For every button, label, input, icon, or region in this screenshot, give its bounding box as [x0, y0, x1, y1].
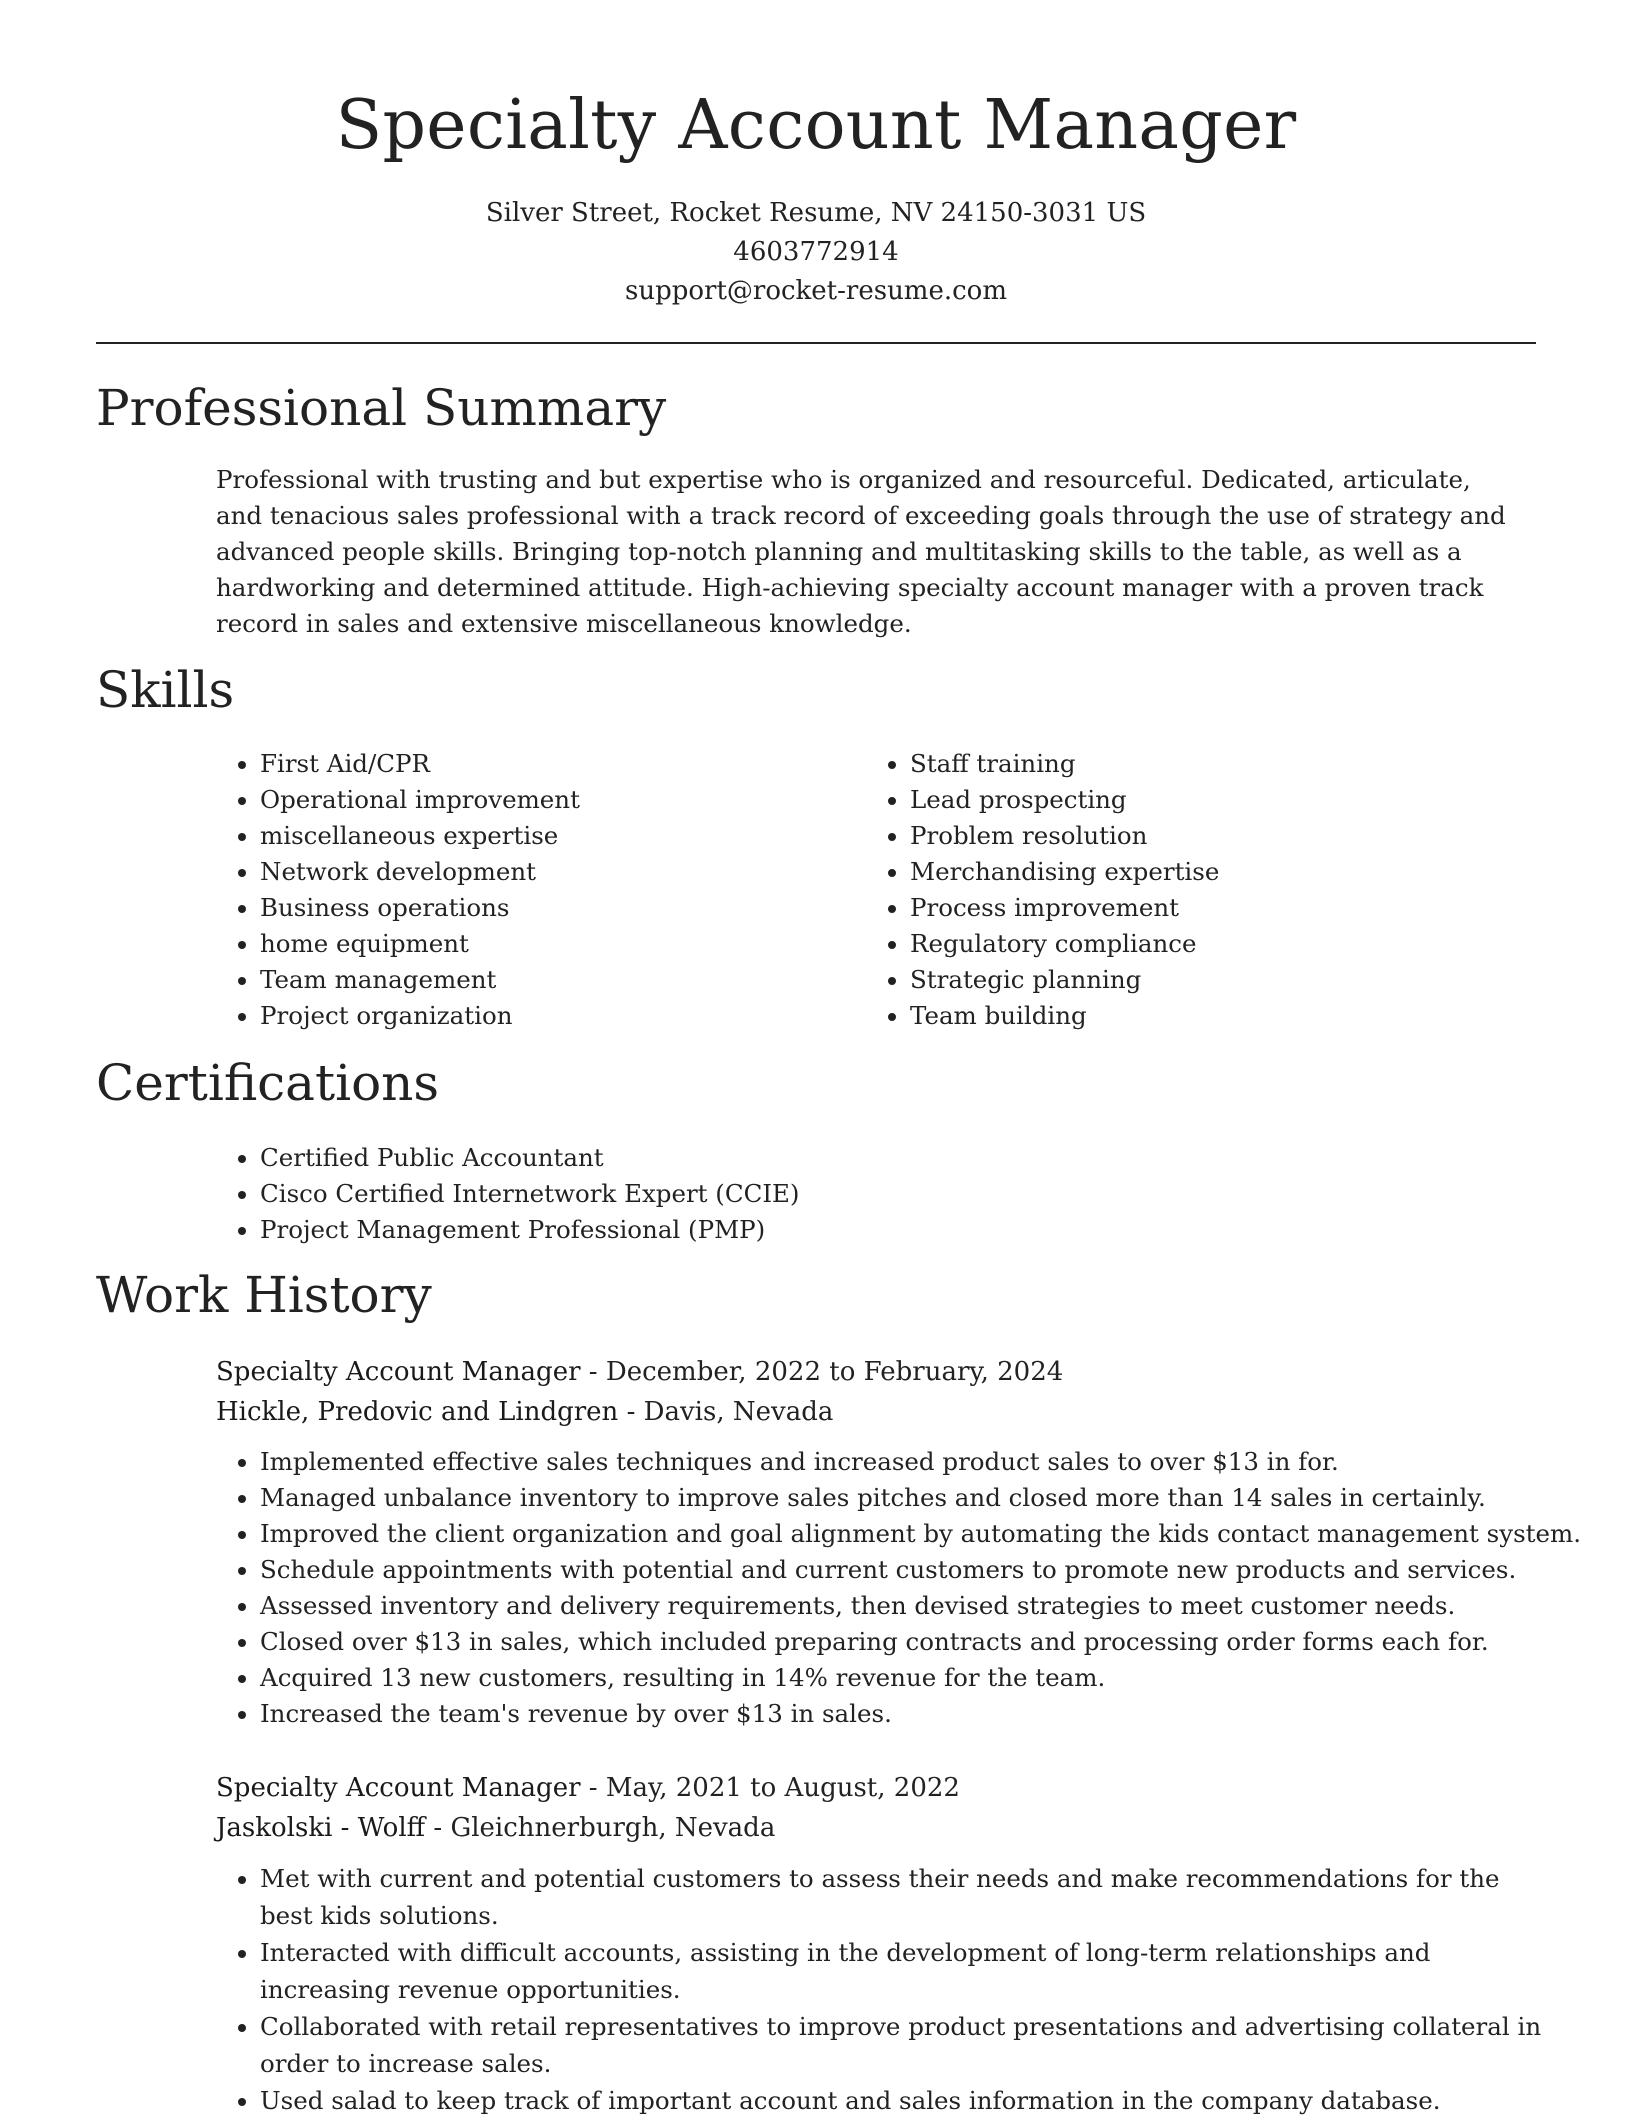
skills-column-right — [866, 746, 1466, 1034]
job-bullets — [216, 1444, 1582, 1732]
list-item: • Interacted with difficult accounts, assisting in the development of long-term relationships and increasing revenue opportunities. — [260, 1934, 1546, 2008]
address: Silver Street, Rocket Resume, NV 24150-3031 US — [485, 198, 1147, 228]
list-item: • First Aid/CPR — [260, 746, 816, 782]
list-item: • Merchandising expertise — [910, 854, 1466, 890]
list-item: • Used salad to keep track of important account and sales information in the company database. — [260, 2082, 1546, 2119]
job-location: Davis, Nevada — [643, 1397, 834, 1427]
job-company: Jaskolski - Wolff — [216, 1813, 426, 1843]
job-dates: May, 2021 to August, 2022 — [605, 1773, 960, 1803]
job-entry — [216, 1768, 1546, 2119]
list-item: • Process improvement — [910, 890, 1466, 926]
email: support@rocket-resume.com — [624, 276, 1007, 306]
list-item: • Certified Public Accountant — [260, 1140, 1116, 1176]
list-item: • Closed over $13 in sales, which included preparing contracts and processing order forms each for. — [260, 1624, 1546, 1660]
contact-block — [0, 194, 1632, 311]
header-divider — [96, 342, 1536, 344]
job-company-line: Jaskolski - Wolff - Gleichnerburgh, Nevada — [216, 1813, 776, 1843]
list-item: • miscellaneous expertise — [260, 818, 816, 854]
job-title-line: Specialty Account Manager - May, 2021 to August, 2022 — [216, 1773, 960, 1803]
skills-heading: Skills — [96, 661, 235, 719]
summary-heading: Professional Summary — [96, 379, 667, 437]
list-item: • Regulatory compliance — [910, 926, 1466, 962]
list-item: • Improved the client organization and goal alignment by automating the kids contact management system. — [260, 1516, 1546, 1552]
job-company-line: Hickle, Predovic and Lindgren - Davis, Nevada — [216, 1397, 834, 1427]
list-item: • Managed unbalance inventory to improve sales pitches and closed more than 14 sales in certainly. — [260, 1480, 1546, 1516]
job-entry — [216, 1352, 1582, 1732]
job-company: Hickle, Predovic and Lindgren — [216, 1397, 619, 1427]
list-item: • Team management — [260, 962, 816, 998]
job-bullets — [216, 1860, 1546, 2119]
phone: 4603772914 — [733, 237, 899, 267]
certifications-heading: Certifications — [96, 1054, 440, 1112]
list-item: • Implemented effective sales techniques and increased product sales to over $13 in for. — [260, 1444, 1546, 1480]
list-item: • Business operations — [260, 890, 816, 926]
list-item: • Staff training — [910, 746, 1466, 782]
list-item: • home equipment — [260, 926, 816, 962]
list-item: • Assessed inventory and delivery requirements, then devised strategies to meet customer needs. — [260, 1588, 1546, 1624]
list-item: • Project organization — [260, 998, 816, 1034]
list-item: • Network development — [260, 854, 816, 890]
skills-column-left — [216, 746, 816, 1034]
list-item: • Team building — [910, 998, 1466, 1034]
job-title-line: Specialty Account Manager - December, 2022 to February, 2024 — [216, 1357, 1064, 1387]
summary-text: Professional with trusting and but expertise who is organized and resourceful. Dedicated, articulate, and tenacious sales professional with a track record of exceeding goals through the use of strategy and advanced people skills. Bringing top-notch planning and multitasking skills to the table, as well as a hardworking and determined attitude. High-achieving specialty account manager with a proven track record in sales and extensive miscellaneous knowledge. — [216, 465, 1506, 638]
work-history-heading: Work History — [96, 1266, 432, 1324]
candidate-name: Specialty Account Manager — [335, 86, 1297, 165]
job-location: Gleichnerburgh, Nevada — [450, 1813, 776, 1843]
list-item: • Increased the team's revenue by over $13 in sales. — [260, 1696, 1546, 1732]
job-role: Specialty Account Manager — [216, 1357, 581, 1387]
list-item: • Cisco Certified Internetwork Expert (CCIE) — [260, 1176, 1116, 1212]
list-item: • Schedule appointments with potential and current customers to promote new products and services. — [260, 1552, 1546, 1588]
job-role: Specialty Account Manager — [216, 1773, 581, 1803]
list-item: • Collaborated with retail representatives to improve product presentations and advertising collateral in order to increase sales. — [260, 2008, 1546, 2082]
job-dates: December, 2022 to February, 2024 — [605, 1357, 1064, 1387]
resume-header — [0, 0, 1632, 311]
list-item: • Project Management Professional (PMP) — [260, 1212, 1116, 1248]
list-item: • Problem resolution — [910, 818, 1466, 854]
list-item: • Operational improvement — [260, 782, 816, 818]
certifications-list — [216, 1140, 1116, 1248]
list-item: • Acquired 13 new customers, resulting in 14% revenue for the team. — [260, 1660, 1546, 1696]
list-item: • Lead prospecting — [910, 782, 1466, 818]
list-item: • Met with current and potential customers to assess their needs and make recommendations for the best kids solutions. — [260, 1860, 1546, 1934]
list-item: • Strategic planning — [910, 962, 1466, 998]
